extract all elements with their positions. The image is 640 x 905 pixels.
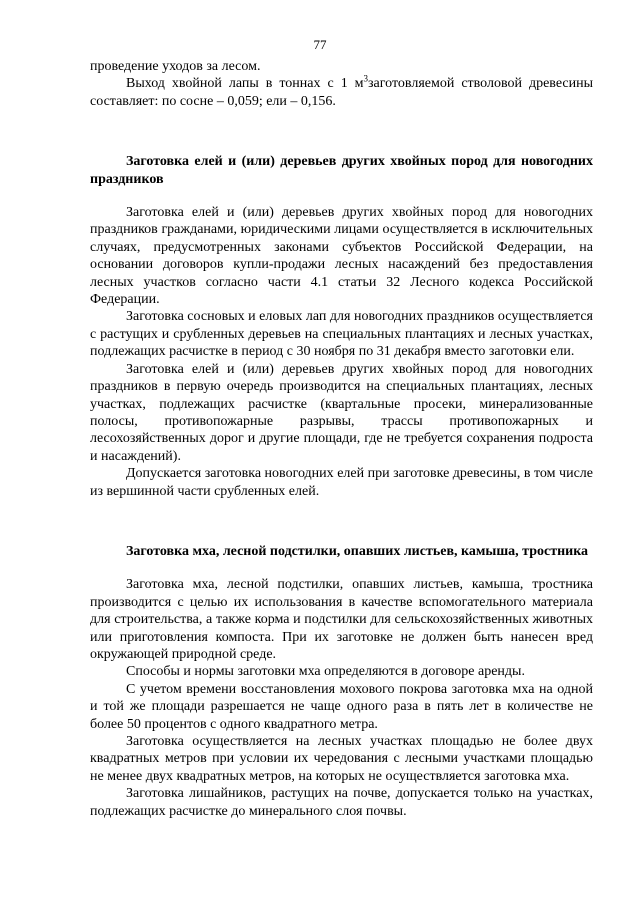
needle-yield-paragraph	[90, 75, 593, 110]
section-heading-christmas-trees: Заготовка елей и (или) деревьев других хвойных пород для новогодних праздников	[90, 154, 593, 187]
page-number: 77	[313, 37, 327, 52]
document-body	[90, 58, 593, 820]
section1-paragraph: Допускается заготовка новогодних елей при заготовке древесины, в том числе из вершинной части срубленных елей.	[90, 466, 593, 499]
intro-line: проведение уходов за лесом.	[90, 59, 261, 74]
section1-paragraph: Заготовка сосновых и еловых лап для новогодних праздников осуществляется с растущих и срубленных деревьев на специальных плантациях и лесных участках, подлежащих расчистке в период с 30 ноября по 31 декабря вместо заготовки ели.	[90, 309, 593, 360]
section2-paragraph: Заготовка осуществляется на лесных участках площадью не более двух квадратных метров при условии их чередования с лесными участками площадью не менее двух квадратных метров, на которых не осуществляется заготовка мха.	[90, 734, 593, 784]
section2-paragraph: С учетом времени восстановления мохового покрова заготовка мха на одной и той же площади разрешается не чаще одного раза в пять лет в количестве не более 50 процентов с одного квадратного метра.	[90, 681, 593, 732]
yield-superscript: 3	[363, 73, 369, 84]
section2-paragraph: Заготовка мха, лесной подстилки, опавших листьев, камыша, тростника производится с целью их использования в качестве вспомогательного материала для строительства, а также корма и подстилки для сельскохозяйственных животных или приготовления компоста. При их заготовке не должен быть нанесен вред окружающей природной среде.	[90, 577, 593, 662]
yield-text-after: заготовляемой стволовой древесины составляет: по сосне – 0,059; ели – 0,156.	[90, 76, 593, 109]
section1-paragraph: Заготовка елей и (или) деревьев других хвойных пород для новогодних праздников гражданами, юридическими лицами осуществляется в исключительных случаях, предусмотренных законами субъектов Российской Федерации, на основании договоров купли-продажи лесных насаждений без предоставления лесных участков согласно части 4.1 статьи 32 Лесного кодекса Российской Федерации.	[90, 205, 593, 308]
section2-paragraph: Заготовка лишайников, растущих на почве, допускается только на участках, подлежащих расчистке до минерального слоя почвы.	[90, 786, 593, 819]
section1-paragraph: Заготовка елей и (или) деревьев других хвойных пород для новогодних праздников в первую очередь производится на специальных плантациях, лесных участках, подлежащих расчистке (квартальные просеки, минерализованные полосы, противопожарные разрывы, трассы противопожарных и лесохозяйственных дорог и другие площади, где не требуется сохранения подроста и насаждений).	[90, 361, 593, 464]
yield-text-before: Выход хвойной лапы в тоннах с 1 м	[126, 76, 364, 92]
section-heading-moss-harvesting: Заготовка мха, лесной подстилки, опавших листьев, камыша, тростника	[126, 543, 589, 559]
section2-paragraph: Способы и нормы заготовки мха определяются в договоре аренды.	[126, 664, 525, 680]
